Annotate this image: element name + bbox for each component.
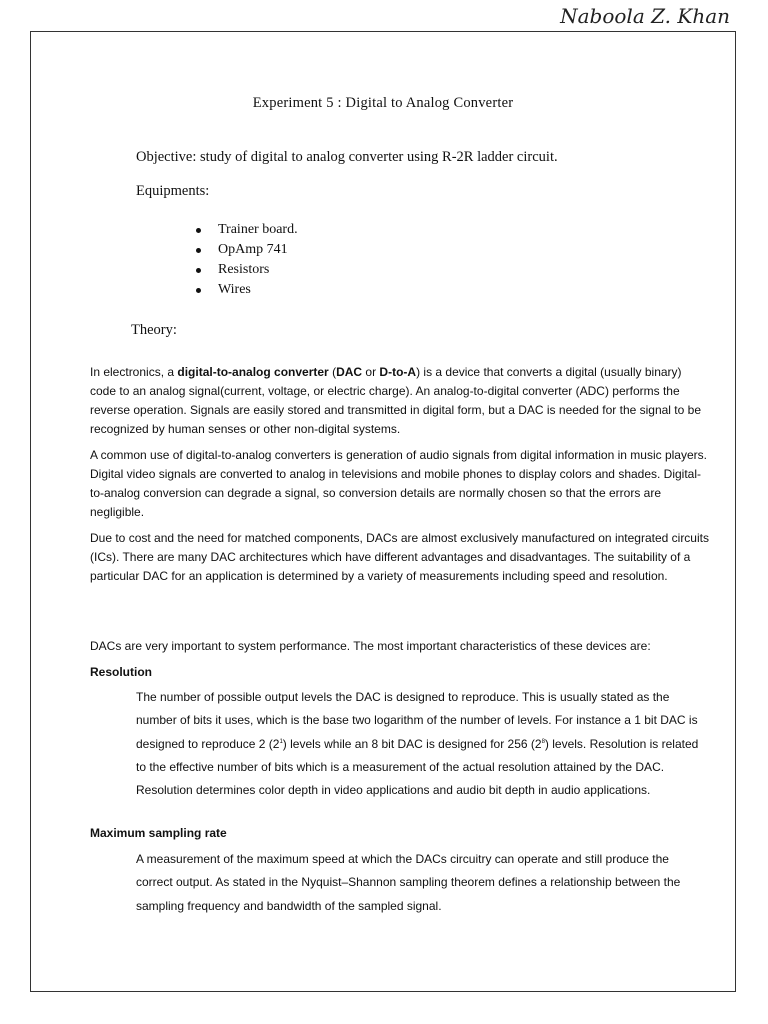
author-signature: Naboola Z. Khan: [560, 4, 730, 28]
objective-text: Objective: study of digital to analog converter using R-2R ladder circuit.: [136, 149, 558, 165]
text-run: (: [328, 365, 337, 379]
page-frame: [30, 31, 736, 992]
theory-heading: Theory:: [131, 322, 177, 338]
equipments-heading: Equipments:: [136, 183, 210, 199]
theory-paragraph-1: [90, 363, 710, 439]
bold-term: DAC: [336, 365, 363, 379]
list-item: Trainer board.: [196, 220, 298, 240]
list-item: Resistors: [196, 260, 298, 280]
text-run: In electronics, a: [90, 365, 178, 379]
resolution-heading: Resolution: [90, 665, 152, 679]
superscript: 8: [541, 738, 545, 745]
max-sampling-text: A measurement of the maximum speed at which the DACs circuitry can operate and still produce the correct output. As stated in the Nyquist–Shannon sampling theorem defines a relationship between the sampling frequency and bandwidth of the sampled signal.: [136, 852, 681, 913]
text-run: ) is a device that converts a digital (usually binary) code to an analog signal(current, voltage, or electric charge). An analog-to-digital converter (ADC) performs the reverse operation. Signals are easily stored and transmitted in digital form, but a DAC is needed for the signal to be recognized by human senses or other non-digital systems.: [90, 365, 701, 436]
theory-paragraph-4: DACs are very important to system performance. The most important characteristics of these devices are:: [90, 639, 651, 653]
text-run: ) levels. Resolution is related to the effective number of bits which is a measurement of the actual resolution attained by the DAC. Resolution determines color depth in video applications and audio bit depth in audio applications.: [136, 736, 699, 798]
superscript: 1: [279, 738, 283, 745]
text-run: or: [362, 365, 380, 379]
theory-paragraph-2: A common use of digital-to-analog converters is generation of audio signals from digital information in music players. Digital video signals are converted to analog in televisions and mobile phones to display colors and shades. Digital-to-analog conversion can degrade a signal, so conversion details are normally chosen so that the errors are negligible.: [90, 448, 707, 519]
max-sampling-heading: Maximum sampling rate: [90, 826, 227, 840]
bold-term: D-to-A: [379, 365, 417, 379]
resolution-text: [136, 686, 706, 802]
equipments-list: [196, 220, 298, 300]
list-item: Wires: [196, 280, 298, 300]
experiment-title: Experiment 5 : Digital to Analog Converter: [252, 95, 514, 111]
text-run: The number of possible output levels the DAC is designed to reproduce. This is usually stated as the number of bits it uses, which is the base two logarithm of the number of levels. For instance a 1 bit DAC is designed to reproduce 2 (2: [136, 690, 698, 751]
bold-term: digital-to-analog converter: [177, 365, 329, 379]
text-run: ) levels while an 8 bit DAC is designed for 256 (2: [282, 736, 542, 751]
theory-paragraph-3: Due to cost and the need for matched components, DACs are almost exclusively manufactured on integrated circuits (ICs). There are many DAC architectures which have different advantages and disadvantages. The suitability of a particular DAC for an application is determined by a variety of measurements including speed and resolution.: [90, 531, 709, 583]
list-item: OpAmp 741: [196, 240, 298, 260]
